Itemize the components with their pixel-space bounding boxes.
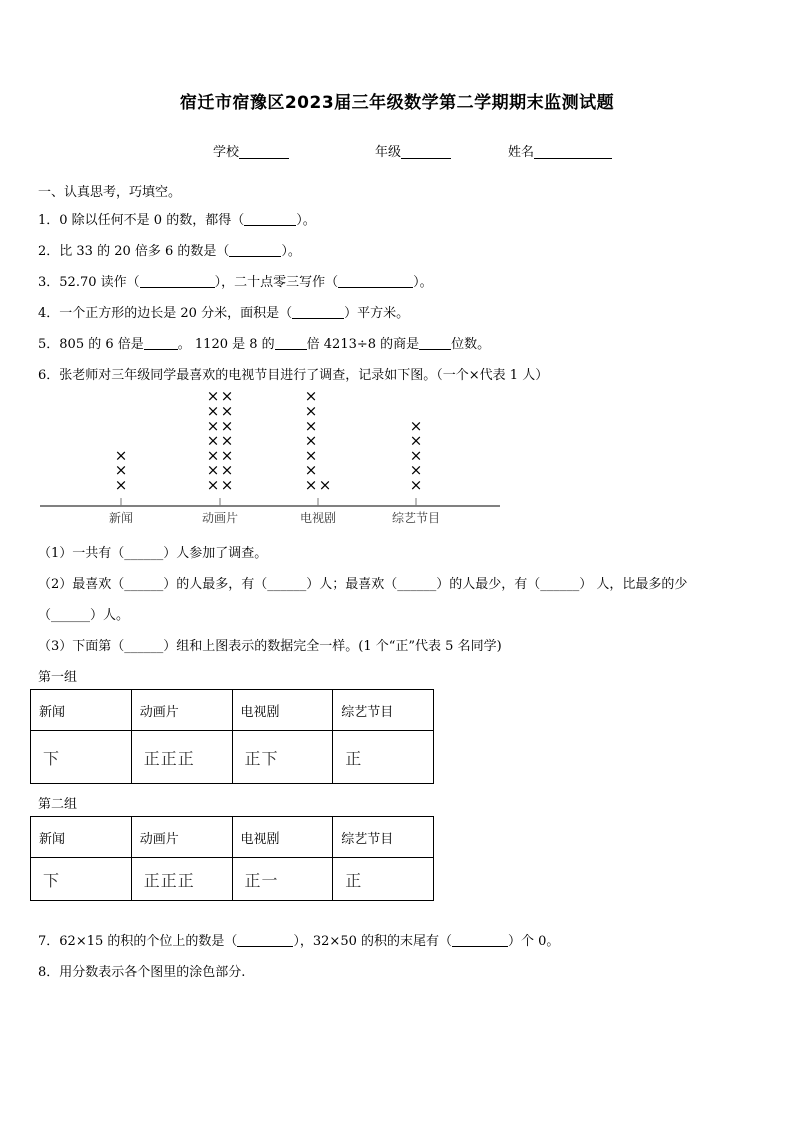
cross-mark: × xyxy=(206,446,220,465)
table-header-row xyxy=(31,690,434,731)
cross-mark: × xyxy=(114,476,128,494)
cross-mark: × xyxy=(409,416,423,435)
q5-blank-1[interactable] xyxy=(144,336,178,350)
header-cell: 综艺节目 xyxy=(333,690,434,731)
table-tally-row xyxy=(31,858,434,901)
cross-mark: × xyxy=(206,402,220,420)
header-cell: 综艺节目 xyxy=(333,817,434,858)
question-1 xyxy=(38,209,316,228)
question-8: 8．用分数表示各个图里的涂色部分. xyxy=(38,965,246,980)
q3-text: 3．52.70 读作（ xyxy=(38,275,140,290)
section-heading: 一、认真思考，巧填空。 xyxy=(38,185,182,200)
school-label: 学校 xyxy=(213,145,240,160)
tally-cell: 正 xyxy=(333,858,434,901)
cross-mark: × xyxy=(318,476,332,494)
q3-blank-1[interactable] xyxy=(140,274,215,288)
grade-blank[interactable] xyxy=(401,144,451,159)
table-tally-row xyxy=(31,731,434,784)
tally-cell: 正正正 xyxy=(131,731,232,784)
q7-blank-2[interactable] xyxy=(452,933,508,947)
table-header-row xyxy=(31,817,434,858)
cross-mark: × xyxy=(220,446,234,465)
q3-blank-2[interactable] xyxy=(338,274,413,288)
question-4 xyxy=(38,302,409,321)
question-6-part-1: （1）一共有（______）人参加了调查。 xyxy=(38,546,268,561)
q4-text: 4．一个正方形的边长是 20 分米，面积是（ xyxy=(38,306,293,321)
cross-mark: × xyxy=(409,461,423,480)
q4-text-end: ）平方米。 xyxy=(344,306,410,321)
name-label: 姓名 xyxy=(508,145,535,160)
q3-text-end: ）。 xyxy=(413,275,433,290)
header-cell: 电视剧 xyxy=(232,817,333,858)
q1-text: 1．0 除以任何不是 0 的数，都得（ xyxy=(38,213,245,228)
grade-label: 年级 xyxy=(375,145,402,160)
cross-mark: × xyxy=(220,416,234,435)
tally-cell: 正下 xyxy=(232,731,333,784)
tally-cell: 下 xyxy=(31,731,132,784)
cross-mark: × xyxy=(409,431,423,450)
cross-mark: × xyxy=(304,461,318,480)
cross-mark: × xyxy=(304,446,318,465)
page-title: 宿迁市宿豫区2023届三年级数学第二学期期末监测试题 xyxy=(179,93,615,113)
question-6-part-3: （3）下面第（______）组和上图表示的数据完全一样。(1 个“正”代表 5 名同学) xyxy=(38,639,502,654)
cross-mark: × xyxy=(206,390,220,406)
cross-mark: × xyxy=(409,476,423,494)
name-field xyxy=(508,141,612,160)
q2-text-end: ）。 xyxy=(281,244,301,259)
cross-mark: × xyxy=(304,476,318,494)
question-7 xyxy=(38,930,559,949)
q7-text-b: ），32×50 的积的末尾有（ xyxy=(293,934,452,949)
group-2-label: 第二组 xyxy=(38,797,78,812)
cross-mark: × xyxy=(220,402,234,420)
category-label: 新闻 xyxy=(108,511,134,525)
q5-text-a: 5．805 的 6 倍是 xyxy=(38,337,144,352)
q2-blank[interactable] xyxy=(229,243,281,257)
cross-mark: × xyxy=(206,416,220,435)
group-2-table xyxy=(30,816,434,901)
q7-text-a: 7．62×15 的积的个位上的数是（ xyxy=(38,934,238,949)
cross-mark: × xyxy=(114,461,128,480)
grade-field xyxy=(375,141,451,160)
header-cell: 动画片 xyxy=(131,817,232,858)
cross-mark: × xyxy=(304,416,318,435)
question-2 xyxy=(38,240,301,259)
question-5 xyxy=(38,333,490,352)
q1-text-end: ）。 xyxy=(296,213,316,228)
category-label: 电视剧 xyxy=(299,511,337,525)
q7-text-c: ）个 0。 xyxy=(508,934,560,949)
q7-blank-1[interactable] xyxy=(237,933,293,947)
category-label: 综艺节目 xyxy=(391,511,441,525)
group-1-label: 第一组 xyxy=(38,670,78,685)
cross-mark: × xyxy=(206,461,220,480)
group-1-table xyxy=(30,689,434,784)
question-6-part-2a: （2）最喜欢（______）的人最多，有（______）人；最喜欢（______）的人最少，有（______） 人，比最多的少 xyxy=(38,577,688,592)
q3-text-middle: ），二十点零三写作（ xyxy=(214,275,339,290)
pictograph-chart xyxy=(38,390,508,530)
q4-blank[interactable] xyxy=(292,305,344,319)
q5-blank-3[interactable] xyxy=(419,336,451,350)
school-field xyxy=(213,141,289,160)
q5-text-d: 位数。 xyxy=(451,337,491,352)
question-6-stem: 6．张老师对三年级同学最喜欢的电视节目进行了调查，记录如下图。（一个×代表 1 人） xyxy=(38,368,549,383)
cross-mark: × xyxy=(409,446,423,465)
header-cell: 动画片 xyxy=(131,690,232,731)
header-cell: 新闻 xyxy=(31,817,132,858)
name-blank[interactable] xyxy=(534,144,612,159)
header-cell: 电视剧 xyxy=(232,690,333,731)
q2-text: 2．比 33 的 20 倍多 6 的数是（ xyxy=(38,244,230,259)
cross-mark: × xyxy=(304,431,318,450)
tally-cell: 正一 xyxy=(232,858,333,901)
tally-cell: 下 xyxy=(31,858,132,901)
cross-mark: × xyxy=(220,431,234,450)
q1-blank[interactable] xyxy=(244,212,296,226)
question-3 xyxy=(38,271,433,290)
tally-cell: 正 xyxy=(333,731,434,784)
q5-text-c: 倍 4213÷8 的商是 xyxy=(306,337,420,352)
school-blank[interactable] xyxy=(239,144,289,159)
cross-mark: × xyxy=(220,390,234,406)
cross-mark: × xyxy=(220,476,234,494)
category-label: 动画片 xyxy=(201,511,239,525)
header-cell: 新闻 xyxy=(31,690,132,731)
cross-mark: × xyxy=(304,390,318,406)
q5-text-b: 。 1120 是 8 的 xyxy=(177,337,275,352)
tally-cell: 正正正 xyxy=(131,858,232,901)
cross-mark: × xyxy=(206,431,220,450)
cross-mark: × xyxy=(304,402,318,420)
cross-mark: × xyxy=(206,476,220,494)
q5-blank-2[interactable] xyxy=(275,336,307,350)
question-6-part-2b: （______）人。 xyxy=(38,608,130,623)
cross-mark: × xyxy=(114,446,128,465)
cross-mark: × xyxy=(220,461,234,480)
